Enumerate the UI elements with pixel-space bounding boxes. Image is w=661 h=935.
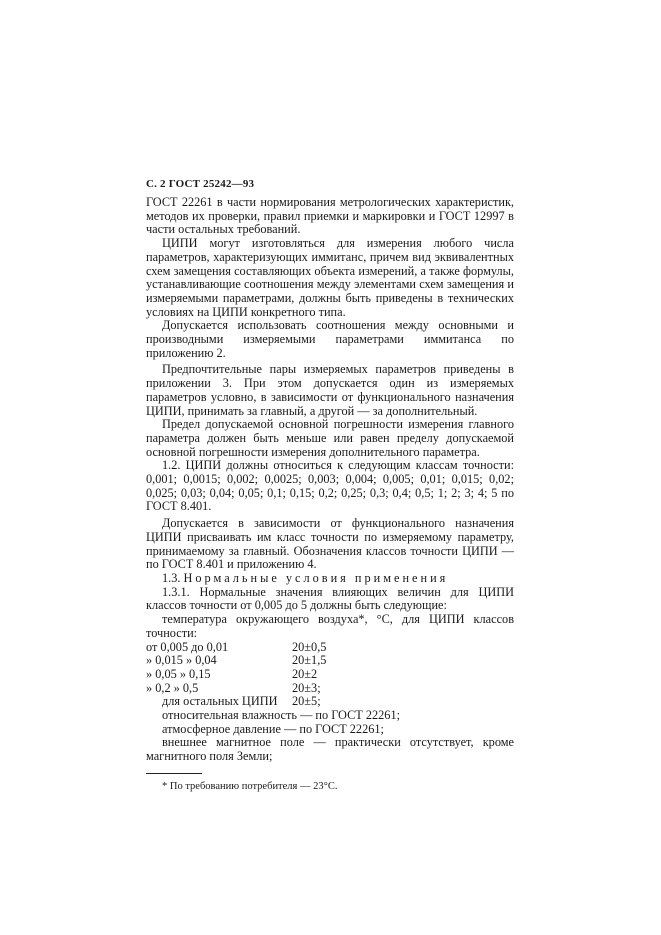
range-cell: » 0,05 » 0,15 xyxy=(146,666,211,681)
paragraph: Допускается использовать соотношения между основными и производными измеряемыми параметрами иммитанса по приложению 2. xyxy=(146,318,514,360)
paragraph: Предел допускаемой основной погрешности измерения главного параметра должен быть меньше или равен пределу допускаемой основной погрешности измерения дополнительного параметра. xyxy=(146,417,514,459)
table-row xyxy=(146,654,514,668)
value-cell: 20±5; xyxy=(292,694,321,709)
section-title: Нормальные условия применения xyxy=(183,570,449,585)
range-cell: » 0,015 » 0,04 xyxy=(146,653,217,668)
section-number: 1.3. xyxy=(162,570,181,585)
table-row xyxy=(146,668,514,682)
value-cell: 20±3; xyxy=(292,680,321,695)
paragraph: 1.3.1. Нормальные значения влияющих величин для ЦИПИ классов точности от 0,005 до 5 должны быть следующие: xyxy=(146,584,514,613)
value-cell: 20±1,5 xyxy=(292,653,327,668)
paragraph: Предпочтительные пары измеряемых параметров приведены в приложении 3. При этом допускается один из измеряемых параметров условно, в зависимости от функционального назначения ЦИПИ, принимать за главный, а другой — за дополнительный. xyxy=(146,362,514,418)
temperature-table xyxy=(146,641,514,709)
range-cell: » 0,2 » 0,5 xyxy=(146,680,199,695)
range-cell: от 0,005 до 0,01 xyxy=(146,639,229,654)
page-header: С. 2 ГОСТ 25242—93 xyxy=(146,178,255,190)
page-body xyxy=(146,196,514,793)
paragraph: ГОСТ 22261 в части нормирования метрологических характеристик, методов их проверки, правил приемки и маркировки и ГОСТ 12997 в части остальных требований. xyxy=(146,195,514,237)
table-row xyxy=(146,682,514,696)
value-cell: 20±0,5 xyxy=(292,639,327,654)
table-row xyxy=(146,641,514,655)
section-heading xyxy=(146,572,514,586)
paragraph-classes: 1.2. ЦИПИ должны относиться к следующим классам точности: 0,001; 0,0015; 0,002; 0,0025; 0,003; 0,004; 0,005; 0,01; 0,015; 0,02; 0,025; 0,03; 0,04; 0,05; 0,1; 0,15; 0,2; 0,25; 0,3; 0,4; 0,5; 1; 2; 3; 4; 5 по ГОСТ 8.401. xyxy=(146,458,514,514)
humidity-line: относительная влажность — по ГОСТ 22261; xyxy=(162,707,401,722)
table-row xyxy=(146,695,514,709)
footnote-divider xyxy=(146,773,202,774)
paragraph: ЦИПИ могут изготовляться для измерения любого числа параметров, характеризующих иммитанс, причем вид эквивалентных схем замещения составляющих объекта измерений, а также формулы, устанавливающие соотношения между элементами схем замещения и измеряемыми параметрами, должны быть приведены в технических условиях на ЦИПИ конкретного типа. xyxy=(146,236,514,319)
value-cell: 20±2 xyxy=(292,666,318,681)
magnetic-line: внешнее магнитное поле — практически отсутствует, кроме магнитного поля Земли; xyxy=(146,735,514,764)
footnote: * По требованию потребителя — 23°С. xyxy=(162,780,338,792)
paragraph: температура окружающего воздуха*, °С, для ЦИПИ классов точности: xyxy=(146,612,514,640)
range-cell: для остальных ЦИПИ xyxy=(162,694,278,709)
pressure-line: атмосферное давление — по ГОСТ 22261; xyxy=(162,721,384,736)
paragraph: Допускается в зависимости от функционального назначения ЦИПИ присваивать им класс точности по измеряемому параметру, принимаемому за главный. Обозначения классов точности ЦИПИ — по ГОСТ 8.401 и приложению 4. xyxy=(146,516,514,572)
